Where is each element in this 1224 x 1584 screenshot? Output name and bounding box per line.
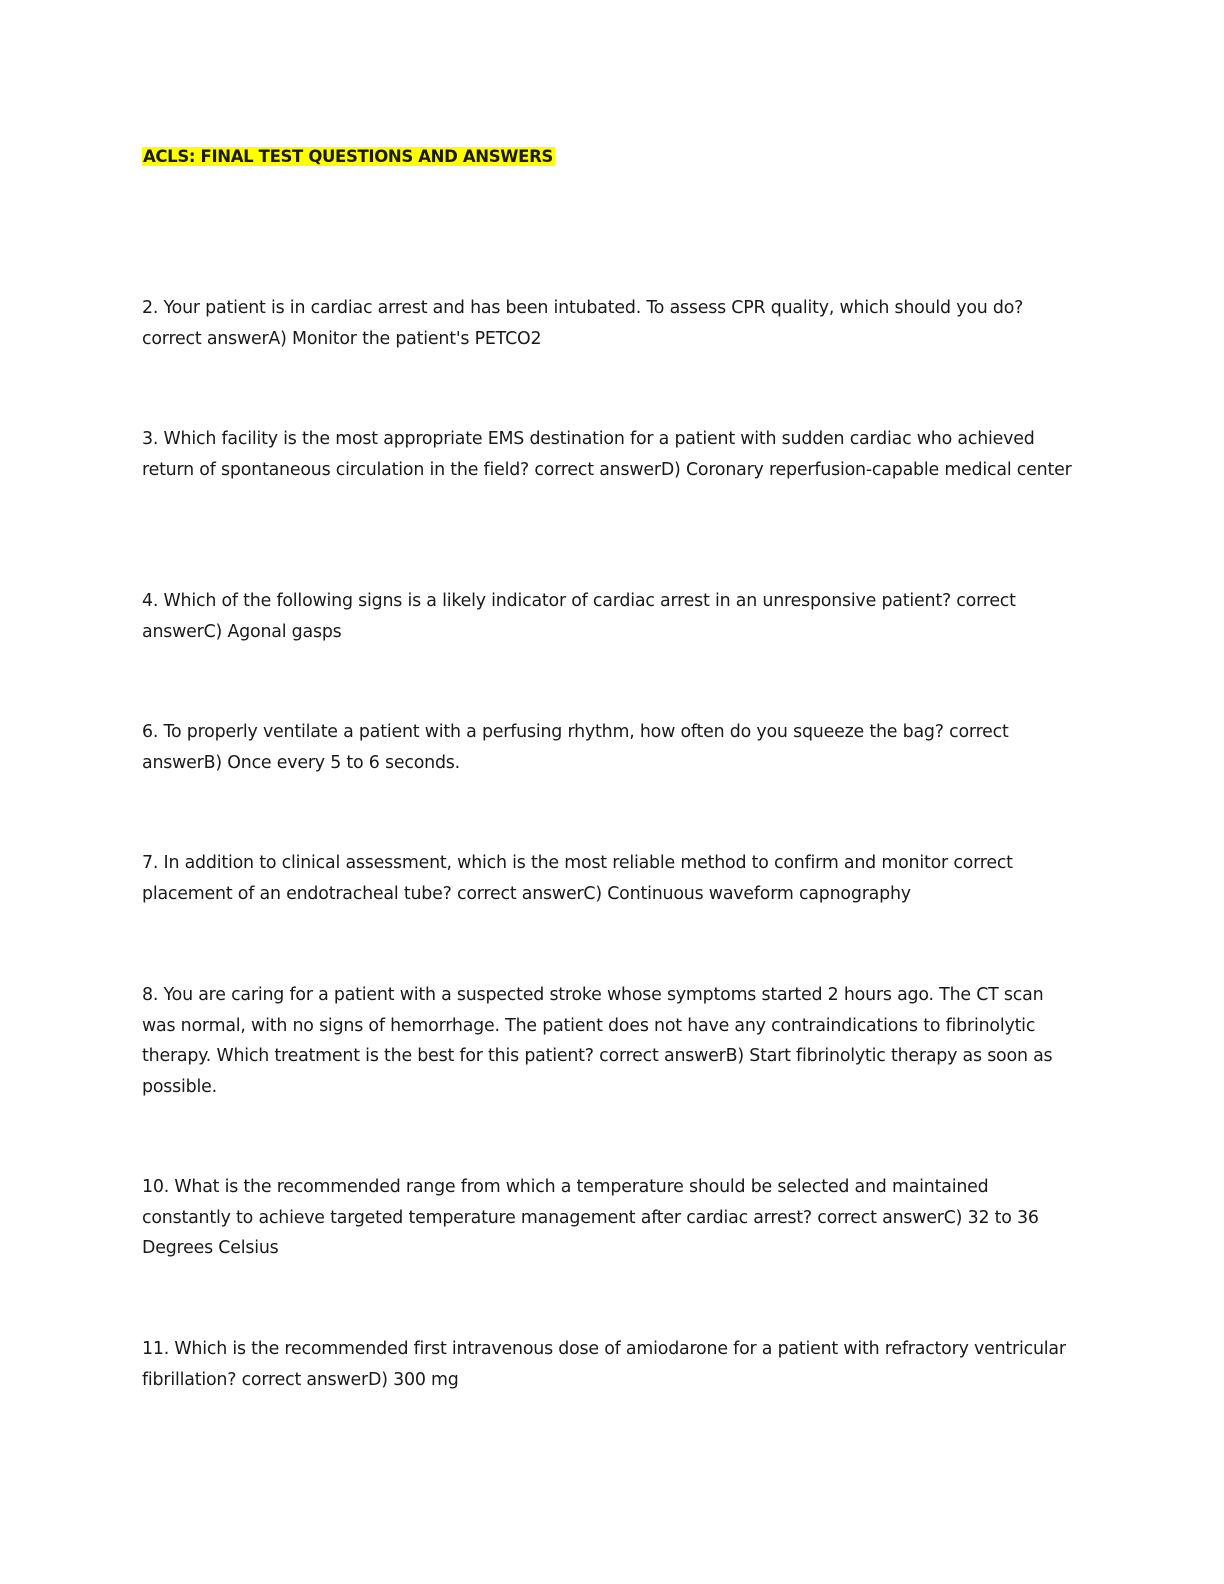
qa-item-4: 4. Which of the following signs is a likely indicator of cardiac arrest in an unresponsive patient? correct answerC) Agonal gasps [142, 591, 1016, 642]
qa-item-6: 6. To properly ventilate a patient with a perfusing rhythm, how often do you squeeze the bag? correct answerB) Once every 5 to 6 seconds. [142, 722, 1009, 773]
qa-item-7: 7. In addition to clinical assessment, which is the most reliable method to confirm and monitor correct placement of an endotracheal tube? correct answerC) Continuous waveform capnography [142, 853, 1013, 904]
document-title [142, 145, 555, 169]
document-title-highlight: ACLS: FINAL TEST QUESTIONS AND ANSWERS [143, 147, 553, 166]
qa-item-10: 10. What is the recommended range from which a temperature should be selected and maintained constantly to achieve targeted temperature management after cardiac arrest? correct answerC) 32 to 36 Degrees Celsius [142, 1177, 1039, 1258]
qa-item-11: 11. Which is the recommended first intravenous dose of amiodarone for a patient with refractory ventricular fibrillation? correct answerD) 300 mg [142, 1339, 1066, 1390]
qa-item-8: 8. You are caring for a patient with a suspected stroke whose symptoms started 2 hours ago. The CT scan was normal, with no signs of hemorrhage. The patient does not have any contraindications to fibrinolytic therapy. Which treatment is the best for this patient? correct answerB) Start fibrinolytic therapy as soon as possible. [142, 985, 1053, 1097]
qa-item-3: 3. Which facility is the most appropriate EMS destination for a patient with sudden cardiac who achieved return of spontaneous circulation in the field? correct answerD) Coronary reperfusion-capable medical center [142, 429, 1072, 480]
qa-item-2: 2. Your patient is in cardiac arrest and has been intubated. To assess CPR quality, which should you do? correct answerA) Monitor the patient's PETCO2 [142, 298, 1024, 349]
